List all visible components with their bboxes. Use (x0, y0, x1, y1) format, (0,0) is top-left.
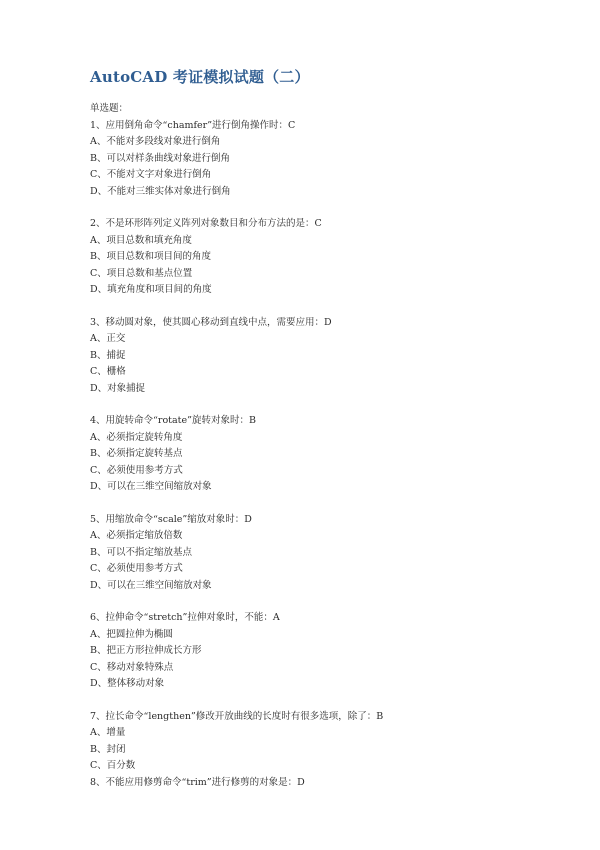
option-b: B、项目总数和项目间的角度 (90, 251, 211, 262)
question-4 (90, 413, 530, 496)
option-a: A、把圆拉伸为椭圆 (90, 628, 173, 640)
document-body (90, 101, 530, 791)
option-d: D、整体移动对象 (90, 678, 165, 689)
option-d: D、不能对三维实体对象进行倒角 (90, 185, 231, 197)
option-c: C、项目总数和基点位置 (90, 267, 193, 279)
option-b: B、把正方形拉伸成长方形 (90, 645, 202, 656)
question-text: 2、不是环形阵列定义阵列对象数目和分布方法的是：C (90, 218, 322, 229)
option-b: B、可以对样条曲线对象进行倒角 (90, 152, 230, 164)
option-d: D、填充角度和项目间的角度 (90, 284, 212, 295)
option-d: D、可以在三维空间缩放对象 (90, 579, 212, 591)
option-a: A、增量 (90, 727, 126, 738)
option-b: B、可以不指定缩放基点 (90, 546, 192, 558)
option-b: B、捕捉 (90, 349, 126, 361)
question-2 (90, 216, 530, 299)
option-d: D、可以在三维空间缩放对象 (90, 481, 212, 492)
option-c: C、必须使用参考方式 (90, 464, 183, 476)
option-a: A、正交 (90, 333, 126, 344)
option-b: B、必须指定旋转基点 (90, 448, 183, 459)
question-text: 7、拉长命令“lengthen”修改开放曲线的长度时有很多选项，除了：B (90, 710, 384, 722)
option-c: C、不能对文字对象进行倒角 (90, 169, 212, 180)
option-a: A、必须指定旋转角度 (90, 431, 183, 443)
question-1 (90, 118, 530, 201)
question-text: 8、不能应用修剪命令“trim”进行修剪的对象是：D (90, 776, 305, 788)
section-label: 单选题： (90, 103, 129, 114)
option-c: C、必须使用参考方式 (90, 563, 183, 574)
document-title: AutoCAD 考证模拟试题（二） (90, 68, 310, 86)
question-6 (90, 610, 530, 693)
question-text: 1、应用倒角命令“chamfer”进行倒角操作时：C (90, 119, 296, 131)
option-b: B、封闭 (90, 743, 126, 755)
option-a: A、不能对多段线对象进行倒角 (90, 136, 221, 147)
option-c: C、百分数 (90, 760, 136, 771)
option-a: A、项目总数和填充角度 (90, 234, 192, 246)
question-7 (90, 709, 530, 775)
question-3 (90, 315, 530, 398)
question-5 (90, 512, 530, 595)
question-8 (90, 775, 530, 792)
question-text: 3、移动圆对象，使其圆心移动到直线中点，需要应用：D (90, 316, 332, 328)
option-a: A、必须指定缩放倍数 (90, 530, 183, 541)
question-text: 4、用旋转命令“rotate”旋转对象时：B (90, 415, 256, 426)
option-d: D、对象捕捉 (90, 382, 146, 394)
question-text: 6、拉伸命令“stretch”拉伸对象时，不能：A (90, 612, 280, 623)
option-c: C、移动对象特殊点 (90, 661, 174, 673)
option-c: C、栅格 (90, 366, 126, 377)
question-text: 5、用缩放命令“scale”缩放对象时：D (90, 513, 252, 525)
